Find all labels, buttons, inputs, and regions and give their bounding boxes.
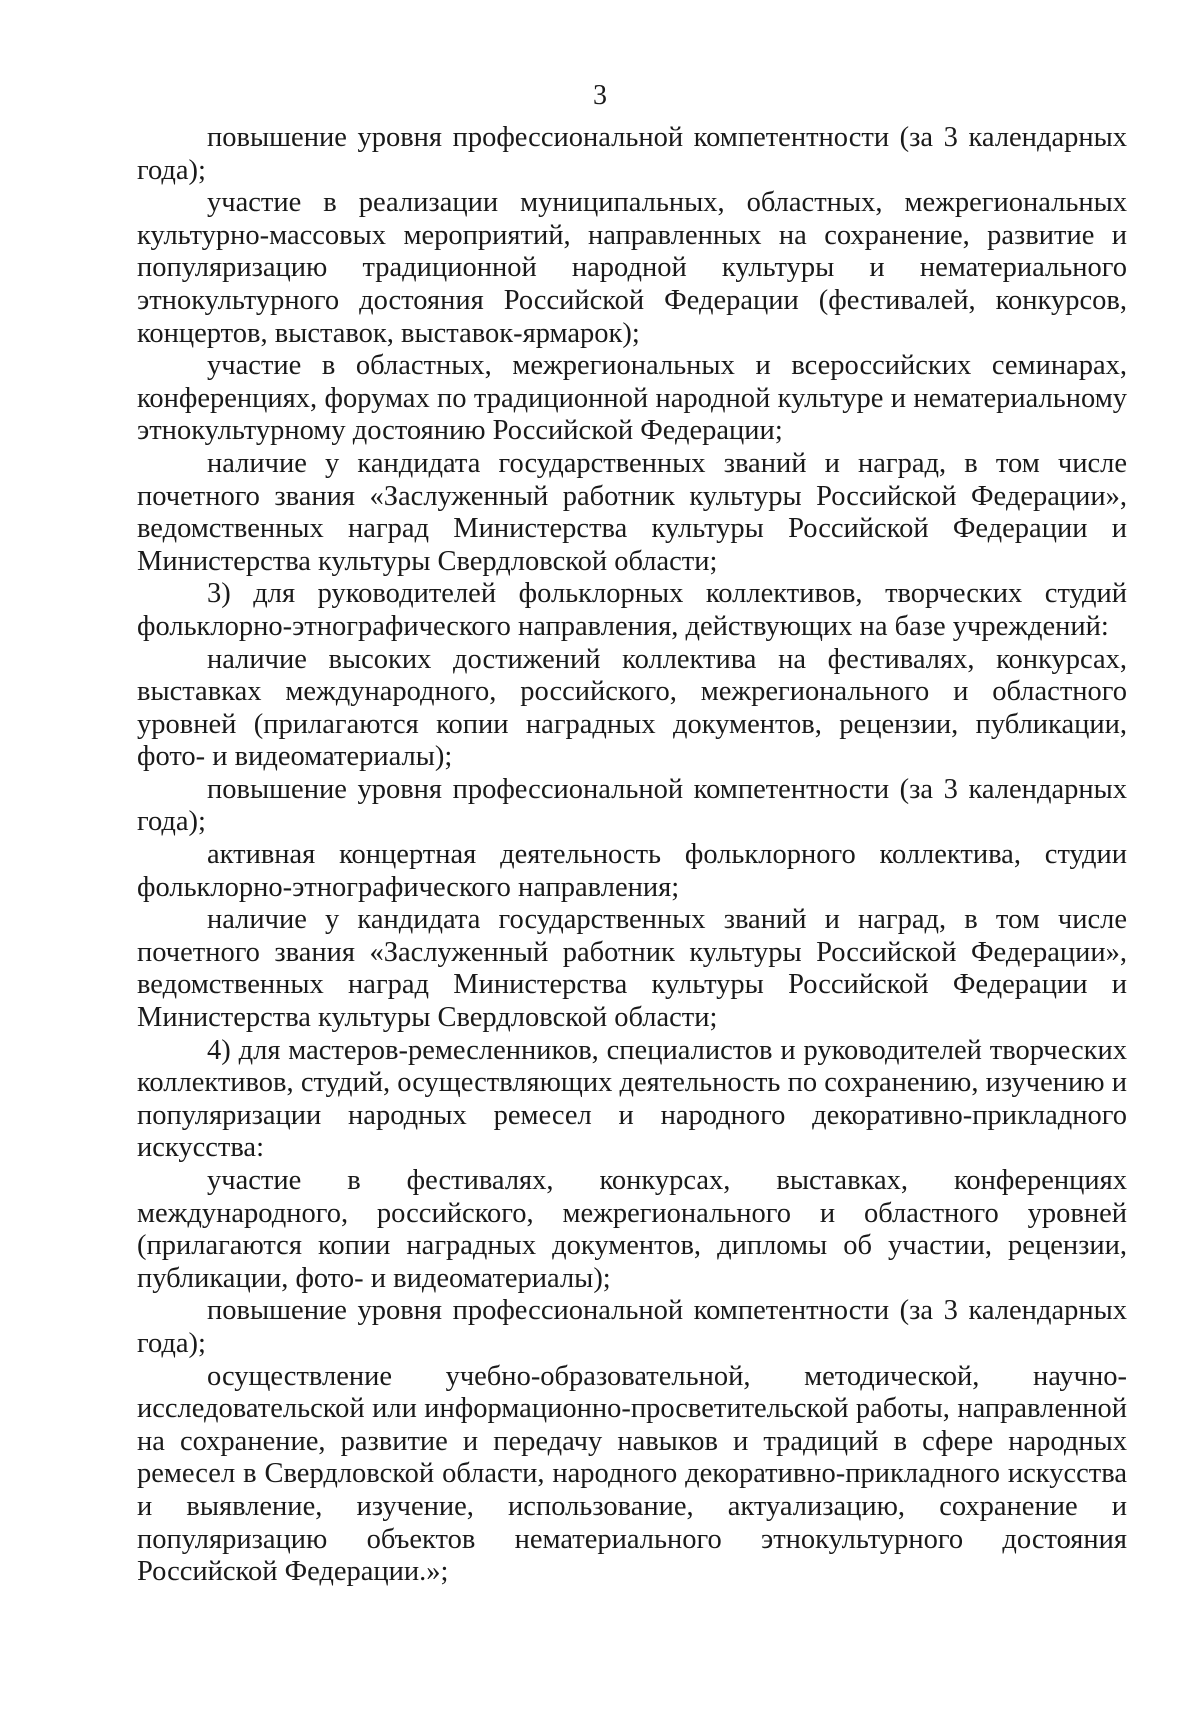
- paragraph: повышение уровня профессиональной компетентности (за 3 календарных года);: [137, 1295, 1127, 1359]
- paragraph: участие в реализации муниципальных, областных, межрегиональных культурно-массовых мероприятий, направленных на сохранение, развитие и популяризацию традиционной народной культуры и нематериального этнокультурного достояния Российской Федерации (фестивалей, конкурсов, концертов, выставок, выставок-ярмарок);: [137, 187, 1127, 349]
- paragraph: участие в фестивалях, конкурсах, выставках, конференциях международного, российского, межрегионального и областного уровней (прилагаются копии наградных документов, дипломы об участии, рецензии, публикации, фото- и видеоматериалы);: [137, 1165, 1127, 1294]
- paragraph: 4) для мастеров-ремесленников, специалистов и руководителей творческих коллективов, студий, осуществляющих деятельность по сохранению, изучению и популяризации народных ремесел и народного декоративно-прикладного искусства:: [137, 1034, 1127, 1164]
- paragraph: активная концертная деятельность фольклорного коллектива, студии фольклорно-этнографического направления;: [137, 839, 1127, 903]
- document-body: [137, 122, 1127, 1589]
- page-number: 3: [593, 80, 607, 111]
- paragraph: наличие высоких достижений коллектива на фестивалях, конкурсах, выставках международного, российского, межрегионального и областного уровней (прилагаются копии наградных документов, рецензии, публикации, фото- и видеоматериалы);: [137, 643, 1127, 773]
- paragraph: участие в областных, межрегиональных и всероссийских семинарах, конференциях, форумах по традиционной народной культуре и нематериальному этнокультурному достоянию Российской Федерации;: [137, 350, 1127, 447]
- paragraph: 3) для руководителей фольклорных коллективов, творческих студий фольклорно-этнографического направления, действующих на базе учреждений:: [137, 578, 1127, 642]
- paragraph: наличие у кандидата государственных званий и наград, в том числе почетного звания «Заслуженный работник культуры Российской Федерации», ведомственных наград Министерства культуры Российской Федерации и Министерства культуры Свердловской области;: [137, 447, 1127, 577]
- paragraph: осуществление учебно-образовательной, методической, научно-исследовательской или информационно-просветительской работы, направленной на сохранение, развитие и передачу навыков и традиций в сфере народных ремесел в Свердловской области, народного декоративно-прикладного искусства и выявление, изучение, использование, актуализацию, сохранение и популяризацию объектов нематериального этнокультурного достояния Российской Федерации.»;: [137, 1360, 1127, 1588]
- paragraph: повышение уровня профессиональной компетентности (за 3 календарных года);: [137, 773, 1127, 838]
- paragraph: повышение уровня профессиональной компетентности (за 3 календарных года);: [137, 122, 1127, 186]
- paragraph: наличие у кандидата государственных званий и наград, в том числе почетного звания «Заслуженный работник культуры Российской Федерации», ведомственных наград Министерства культуры Российской Федерации и Министерства культуры Свердловской области;: [137, 904, 1127, 1034]
